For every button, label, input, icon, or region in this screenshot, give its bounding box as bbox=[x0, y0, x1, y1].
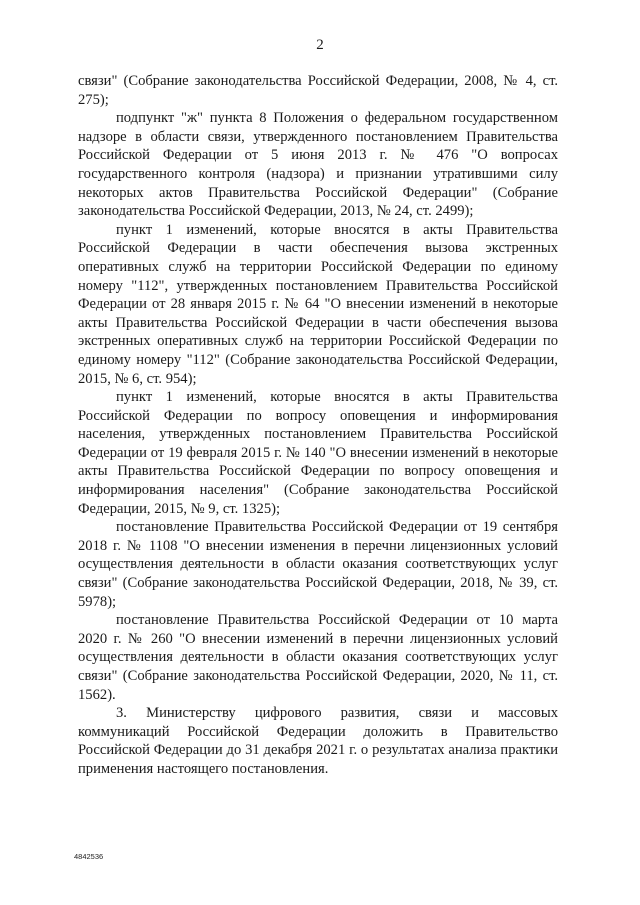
paragraph-resolution-1108: постановление Правительства Российской Федерации от 19 сентября 2018 г. № 1108 "О внесении изменения в перечни лицензионных условий осуществления деятельности в области оказания соответствующих услуг связи" (Собрание законодательства Российской Федерации, 2018, № 39, ст. 5978); bbox=[78, 519, 558, 610]
paragraph-item-112: пункт 1 изменений, которые вносятся в акты Правительства Российской Федерации в части обеспечения вызова экстренных оперативных служб на территории Российской Федерации по единому номеру "112", утвержденных постановлением Правительства Российской Федерации от 28 января 2015 г. № 64 "О внесении изменений в некоторые акты Правительства Российской Федерации в части обеспечения вызова экстренных оперативных служб на территории Российской Федерации по единому номеру "112" (Собрание законодательства Российской Федерации, 2015, № 6, ст. 954); bbox=[78, 221, 558, 387]
paragraph-resolution-260: постановление Правительства Российской Федерации от 10 марта 2020 г. № 260 "О внесении изменений в перечни лицензионных условий осуществления деятельности в области оказания соответствующих услуг связи" (Собрание законодательства Российской Федерации, 2020, № 11, ст. 1562). bbox=[78, 612, 558, 703]
paragraph-subparagraph-zh: подпункт "ж" пункта 8 Положения о федеральном государственном надзоре в области связи, утвержденного постановлением Правительства Российской Федерации от 5 июня 2013 г. № 476 "О вопросах государственного контроля (надзора) и признании утратившими силу некоторых актов Правительства Российской Федерации" (Собрание законодательства Российской Федерации, 2013, № 24, ст. 2499); bbox=[78, 110, 558, 220]
paragraph-ministry-instruction: 3. Министерству цифрового развития, связи и массовых коммуникаций Российской Федерации доложить в Правительство Российской Федерации до 31 декабря 2021 г. о результатах анализа практики применения настоящего постановления. bbox=[78, 705, 558, 777]
page-number: 2 bbox=[316, 37, 324, 53]
document-body bbox=[78, 72, 558, 779]
paragraph-item-notification: пункт 1 изменений, которые вносятся в акты Правительства Российской Федерации по вопросу оповещения и информирования населения, утвержденных постановлением Правительства Российской Федерации от 19 февраля 2015 г. № 140 "О внесении изменений в некоторые акты Правительства Российской Федерации по вопросу оповещения и информирования населения" (Собрание законодательства Российской Федерации, 2015, № 9, ст. 1325); bbox=[78, 389, 558, 517]
document-code: 4842536 bbox=[74, 852, 104, 861]
paragraph-continuation: связи" (Собрание законодательства Российской Федерации, 2008, № 4, ст. 275); bbox=[78, 73, 558, 108]
